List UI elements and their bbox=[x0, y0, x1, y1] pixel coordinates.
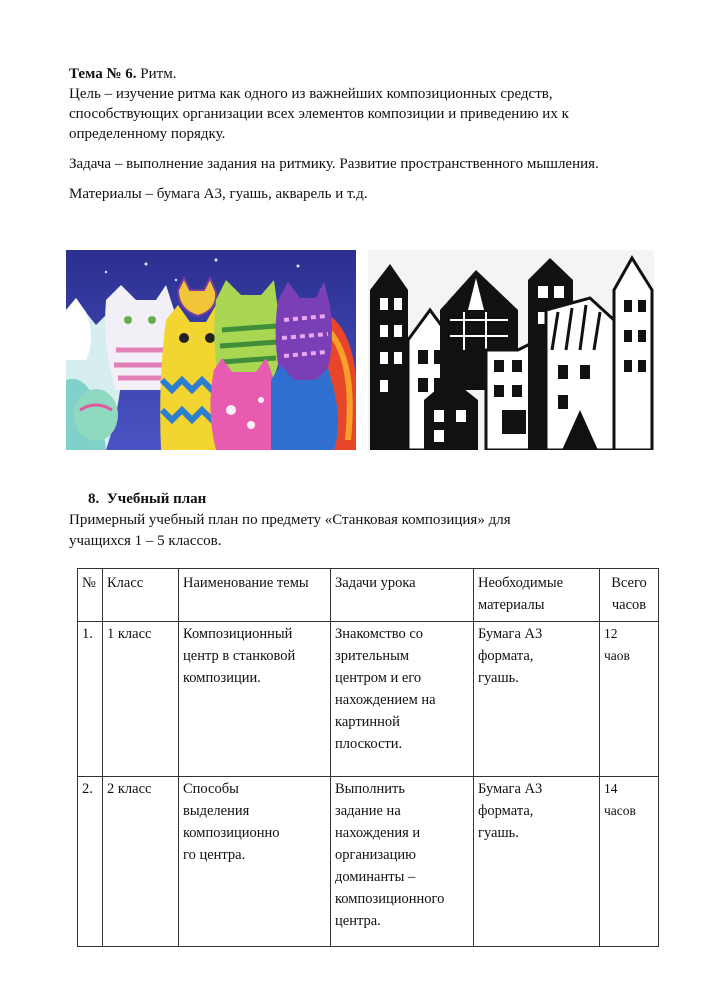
plan-intro-line-1: Примерный учебный план по предмету «Станковая композиция» для bbox=[69, 512, 511, 528]
cell-materials bbox=[474, 622, 600, 777]
cell-tasks-line: композиционного bbox=[335, 891, 445, 907]
cell-tasks-line: организацию bbox=[335, 847, 416, 863]
cats-painting-illustration bbox=[66, 250, 356, 450]
cell-class: 1 класс bbox=[103, 622, 179, 777]
goal-line-1: Цель – изучение ритма как одного из важнейших композиционных средств, bbox=[69, 86, 553, 102]
cell-topic-line: композиции. bbox=[183, 670, 261, 686]
cell-tasks-line: задание на bbox=[335, 803, 401, 819]
table-header-row bbox=[78, 569, 659, 622]
cell-topic-line: Способы bbox=[183, 781, 239, 797]
cell-tasks-line: картинной bbox=[335, 714, 400, 730]
cell-tasks-line: зрительным bbox=[335, 648, 410, 664]
cell-materials bbox=[474, 777, 600, 947]
task-text: Задача – выполнение задания на ритмику. Развитие пространственного мышления. bbox=[69, 156, 599, 172]
topic-heading bbox=[69, 64, 176, 85]
cell-topic-line: композиционно bbox=[183, 825, 280, 841]
cell-topic-line: выделения bbox=[183, 803, 250, 819]
cell-topic-line: Композиционный bbox=[183, 626, 293, 642]
table-row bbox=[78, 777, 659, 947]
header-hours: Всего часов bbox=[600, 569, 659, 622]
cell-topic bbox=[179, 777, 331, 947]
cell-materials-line: Бумага А3 bbox=[478, 626, 543, 642]
cell-hours-unit: чаов bbox=[604, 648, 630, 663]
cell-tasks-line: Знакомство со bbox=[335, 626, 423, 642]
cell-tasks bbox=[331, 622, 474, 777]
header-num: № bbox=[78, 569, 103, 622]
cell-materials-line: формата, bbox=[478, 648, 534, 664]
cell-tasks bbox=[331, 777, 474, 947]
header-tasks: Задачи урока bbox=[331, 569, 474, 622]
section-number: 8. bbox=[88, 491, 100, 507]
cell-topic bbox=[179, 622, 331, 777]
cell-class: 2 класс bbox=[103, 777, 179, 947]
cell-num: 2. bbox=[78, 777, 103, 947]
cell-topic-line: центр в станковой bbox=[183, 648, 296, 664]
section-heading bbox=[88, 489, 206, 510]
cell-hours-unit: часов bbox=[604, 803, 636, 818]
cell-hours bbox=[600, 622, 659, 777]
cell-materials-line: формата, bbox=[478, 803, 534, 819]
houses-painting-illustration bbox=[368, 250, 654, 450]
topic-heading-title: Ритм. bbox=[136, 66, 177, 82]
cell-topic-line: го центра. bbox=[183, 847, 246, 863]
cell-tasks-line: плоскости. bbox=[335, 736, 403, 752]
materials-text: Материалы – бумага А3, гуашь, акварель и т.д. bbox=[69, 186, 368, 202]
cell-materials-line: Бумага А3 bbox=[478, 781, 543, 797]
cell-hours-value: 12 bbox=[604, 626, 618, 641]
cell-materials-line: гуашь. bbox=[478, 825, 519, 841]
cell-tasks-line: нахождения и bbox=[335, 825, 421, 841]
study-plan-table bbox=[77, 568, 659, 947]
header-class: Класс bbox=[103, 569, 179, 622]
cell-tasks-line: центром и его bbox=[335, 670, 422, 686]
goal-line-2: способствующих организации всех элементов композиции и приведению их к bbox=[69, 106, 569, 122]
goal-line-3: определенному порядку. bbox=[69, 126, 226, 142]
plan-intro-line-2: учащихся 1 – 5 классов. bbox=[69, 533, 222, 549]
cell-hours bbox=[600, 777, 659, 947]
cell-hours-value: 14 bbox=[604, 781, 618, 796]
cell-tasks-line: нахождением на bbox=[335, 692, 436, 708]
cell-materials-line: гуашь. bbox=[478, 670, 519, 686]
cell-tasks-line: доминанты – bbox=[335, 869, 416, 885]
header-topic: Наименование темы bbox=[179, 569, 331, 622]
table-row bbox=[78, 622, 659, 777]
section-title: Учебный план bbox=[106, 491, 207, 507]
cell-tasks-line: центра. bbox=[335, 913, 381, 929]
topic-heading-number: Тема № 6. bbox=[69, 66, 137, 82]
header-materials: Необходимые материалы bbox=[474, 569, 600, 622]
cell-tasks-line: Выполнить bbox=[335, 781, 405, 797]
cell-num: 1. bbox=[78, 622, 103, 777]
